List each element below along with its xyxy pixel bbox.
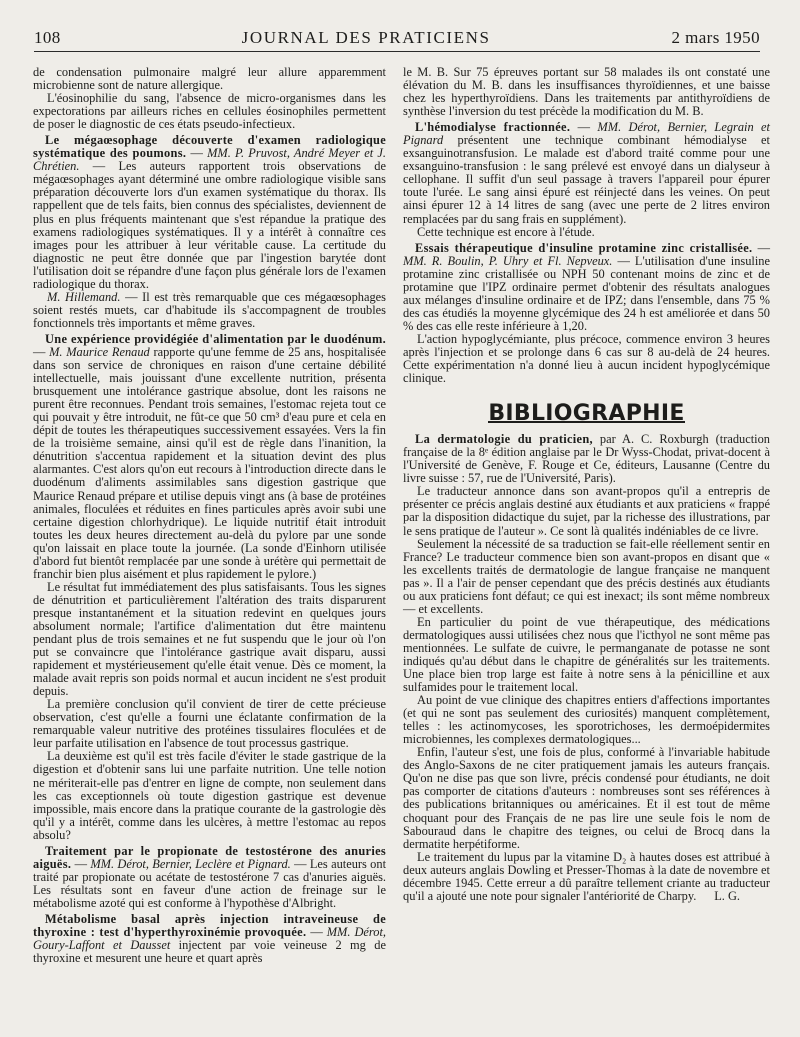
paragraph: L'éosinophilie du sang, l'absence de micro-organismes dans les expectorations par ailleurs riches en cellules éosinophiles permettent de poser le diagnostic de ces états pseudo-infectieux.	[33, 91, 386, 132]
article-testosterone-anuries: Traitement par le propionate de testostérone des anuries aiguës. — MM. Dérot, Bernier, Leclère et Pignard. — Les auteurs ont traité par propionate ou acétate de testostérone 7 cas d'anuries aiguës. Les résultats sont en faveur d'une action de freinage sur le métabolisme azoté qui est conforme à l'hypothèse d'Albright.	[33, 843, 387, 910]
paragraph: le M. B. Sur 75 épreuves portant sur 58 malades ils ont constaté une élévation du M. B. dans les insuffisances thyroïdiennes, et une baisse chez les hyperthyroïdiens. Dans les traitements par antithyroïdiens de synthèse l'inversion du test précède la modification du M. B.	[403, 65, 770, 119]
article-authors: MM. Dérot, Bernier, Legrain et Pignard	[403, 120, 770, 148]
paragraph: La première conclusion qu'il convient de tirer de cette précieuse observation, c'est qu'elle a fourni une éclatante confirmation de la remarquable valeur nutritive des protéines tissulaires floculées et de leur parfaite utilisation en l'absence de tout processus gastrique.	[33, 697, 386, 751]
review-paragraph: Enfin, l'auteur s'est, une fois de plus, conformé à l'invariable habitude des Anglo-Saxons de ne citer pratiquement jamais les auteurs français. Qu'on ne dise pas que son livre, précis condensé pour étudiants, ne doit pas comporter de citations d'auteurs : nombreuses sont ses références à des publications britanniques ou américaines. Et il est tout de même choquant pour des Français de ne pas lire une seule fois le nom de Sabouraud dans le chapitre des teignes, ou celui de Brocq dans la dermatite herpétiforme.	[403, 745, 770, 851]
article-title: Traitement par le propionate de testostérone des anuries aiguës.	[33, 843, 386, 871]
paragraph: Cette technique est encore à l'étude.	[417, 224, 595, 239]
article-hemodialyse: L'hémodialyse fractionnée. — MM. Dérot, Bernier, Legrain et Pignard présentent une technique combinant hémodialyse et exsanguinotransfusion. Le malade est d'abord traité comme pour une exsanguino-transfusion : le sang prélevé est envoyé dans un dialyseur à cellophane. Il suffit d'un seul passage à travers l'appareil pour épurer toute l'urée. Le sang ainsi épuré est réinjecté dans les veines. On peut ainsi épurer 12 à 14 litres de sang (avec une perte de 2 litres environ remplacées par du sang frais en supplément).	[403, 120, 770, 226]
article-title: L'hémodialyse fractionnée.	[415, 120, 571, 135]
article-authors: MM. Dérot, Bernier, Leclère et Pignard.	[90, 856, 291, 871]
review-paragraph: Seulement la nécessité de sa traduction se fait-elle réellement sentir en France? Le traducteur commence bien son avant-propos en disant que « les excellents traités de dermatologie de langue française ne manquent pas ». Il a l'air de penser cependant que des précis destinés aux étudiants ou aux praticiens font défaut; ce qui est inexact; ils sont même nombreux — et excellents.	[403, 536, 770, 616]
review-text: Le traitement du lupus par la vitamine D₂ à hautes doses est attribué à deux auteurs anglais Dowling et Presser-Thomas à la date de novembre et décembre 1945. Cette erreur a dû paraître tellement criante au traducteur qu'il a ajouté une note pour signaler l'antériorité de Charpy.	[403, 849, 770, 903]
article-body: Les auteurs rapportent trois observations de mégaœsophages ayant déterminé une ombre radiologique visible sans préparation découverte lors d'un examen systématique du thorax. Ils rappellent que de tels faits, bien connus des spécialistes, deviennent de plus en plus fréquents maintenant que s'est répandue la pratique des examens radiologiques systématiques. Il y a intérêt à connaître ces images pour les attribuer à leur véritable cause. La certitude du diagnostic ne peut être donnée que par l'ingestion barytée dont l'utilisation doit se répandre d'une façon plus générale lors de l'examen radiologique du thorax.	[33, 159, 386, 291]
right-column	[403, 66, 770, 903]
article-metabolisme-basal: Métabolisme basal après injection intraveineuse de thyroxine : test d'hyperthyroxinémie provoquée. — MM. Dérot, Goury-Laffont et Dausset injectent par voie veineuse 2 mg de thyroxine et mesurent une heure et quart après	[33, 912, 386, 966]
article-alimentation-duodenum: Une expérience providégiée d'alimentation par le duodénum. — M. Maurice Renaud rapporte qu'une femme de 25 ans, hospitalisée dans son service de chroniques en raison d'une certaine débilité intellectuelle, mais jouissant d'une excellente nutrition, présenta brusquement une intolérance gastrique absolue, dont les raisons ne purent être reconnues. Pendant trois semaines, l'estomac rejeta tout ce qui pouvait y être introduit, ne fût-ce que 50 cm³ d'eau pure et cela en dépit de toutes les thérapeutiques successivement essayées. Vers la fin de la troisième semaine, ainsi qu'il est de règle dans l'inanition, la dénutrition s'accentua rapidement et la situation devint des plus alarmantes. C'est alors qu'on eut recours à l'introduction directe dans le duodénum d'aliments assimilables sans digestion gastrique que Maurice Renaud prépare et utilise depuis vingt ans (à base de protéines animales, floculées et réduites en fines particules après avoir subi une certaine digestion chlorhydrique). Le liquide nutritif était introduit toutes les deux heures directement au-delà du pylore par une sonde qu'on laissait en place toute la journée. (La sonde d'Einhorn utilisée d'abord fut bientôt remplacée par une sonde à urétère qui permettait de franchir bien plus aisément et plus rapidement le pylore.)	[33, 331, 386, 581]
discussion-paragraph: M. Hillemand. — Il est très remarquable que ces mégaœsophages soient restés muets, car d'habitude ils s'accompagnent de troubles fonctionnels très importants et même graves.	[33, 289, 386, 330]
paragraph: de condensation pulmonaire malgré leur allure apparemment microbienne sont de nature allergique.	[33, 65, 386, 93]
review-paragraph: Le traducteur annonce dans son avant-propos qu'il a entrepris de présenter ce précis anglais destiné aux étudiants et aux praticiens « frappé par la disposition didactique du sujet, par la richesse des illustrations, par le sens pratique de l'auteur ». Ce sont là qualités indéniables de ce livre.	[403, 484, 770, 538]
article-authors: MM. Dérot, Goury-Laffont et Dausset	[33, 925, 386, 953]
book-reference: par A. C. Roxburgh (traduction française de la 8ᵉ édition anglaise par le Dr Wyss-Chodat, privat-docent à l'Université de Genève, F. Rouge et Ce, éditeurs, Lausanne (Centre du livre suisse : 57, rue de l'Université, Paris).	[403, 432, 770, 486]
book-review-entry	[403, 433, 770, 485]
article-body: rapporte qu'une femme de 25 ans, hospitalisée dans son service de chroniques en raison d'une certaine débilité intellectuelle, mais jouissant d'une excellente nutrition, présenta brusquement une intolérance gastrique absolue, dont les raisons ne purent être reconnues. Pendant trois semaines, l'estomac rejeta tout ce qui pouvait y être introduit, ne fût-ce que 50 cm³ d'eau pure et cela en dépit de toutes les thérapeutiques successivement essayées. Vers la fin de la troisième semaine, ainsi qu'il est de règle dans l'inanition, la dénutrition s'accentua rapidement et la situation devint des plus alarmantes. C'est alors qu'on eut recours à l'introduction directe dans le duodénum d'aliments assimilables sans digestion gastrique que Maurice Renaud prépare et utilise depuis vingt ans (à base de protéines animales, floculées et réduites en fines particules après avoir subi une certaine digestion chlorhydrique). Le liquide nutritif était introduit toutes les deux heures directement au-delà du pylore par une sonde qu'on laissait en place toute la journée. (La sonde d'Einhorn utilisée d'abord fut bientôt remplacée par une sonde à urétère qui permettait de franchir bien plus aisément et plus rapidement le pylore.)	[33, 344, 386, 581]
article-body: présentent une technique combinant hémodialyse et exsanguinotransfusion. Le malade est d'abord traité comme pour une exsanguino-transfusion : le sang prélevé est envoyé dans un dialyseur à cellophane. Il suffit d'un seul passage à travers l'appareil pour épurer toute l'urée. Le sang ainsi épuré est réinjecté dans les veines. On peut ainsi épurer 12 à 14 litres de sang (avec une perte de 2 litres environ remplacées par du sang frais en supplément).	[403, 133, 770, 226]
article-body: Les auteurs ont traité par propionate ou acétate de testostérone 7 cas d'anuries aiguës. Les résultats sont en faveur d'une action de freinage sur le métabolisme azoté qui est conforme à l'hypothèse d'Albright.	[33, 856, 387, 910]
page-number: 108	[34, 28, 61, 47]
article-authors: MM. P. Pruvost, André Meyer et J. Chrétien.	[33, 146, 387, 174]
issue-date: 2 mars 1950	[671, 28, 760, 47]
article-insuline-protamine: Essais thérapeutique d'insuline protamine zinc cristallisée. — MM. R. Boulin, P. Uhry et Fl. Nepveux. — L'utilisation d'une insuline protamine zinc cristallisée ou NPH 50 contenant moins de zinc et de protamine que l'IPZ ordinaire permet d'obtenir des résultats analogues aux mélanges d'insuline ordinaire et de IPZ; dans l'ensemble, dans 75 % des cas étudiés la moyenne glycémique des 24 h est améliorée et dans 50 % des cas elle reste inférieure à 1,20.	[403, 240, 771, 333]
paragraph: Le résultat fut immédiatement des plus satisfaisants. Tous les signes de dénutrition et particulièrement l'altération des traits disparurent presque instantanément et la situation redevint en quelques jours absolument normale; l'artifice d'alimentation dut être maintenu pendant plus de trois semaines et ne fut suspendu que le jour où l'on put se convaincre que l'intolérance gastrique avait disparu, aussi rapidement et mystérieusement qu'elle était venue. Dès ce moment, la malade avait repris son poids normal et aucun incident ne s'est produit depuis.	[33, 579, 386, 699]
paragraph: La deuxième est qu'il est très facile d'éviter le stade gastrique de la digestion et d'obtenir sans lui une parfaite nutrition. Une telle notion ne mériterait-elle pas d'entrer en ligne de compte, non seulement dans les cas exceptionnels où toute digestion gastrique est devenue impossible, mais encore dans la pratique courante de la gastrologie dès qu'il y a intérêt, comme dans les ulcères, à mettre l'estomac au repos absolu?	[33, 749, 386, 842]
article-body: L'utilisation d'une insuline protamine zinc cristallisée ou NPH 50 contenant moins de zinc et de protamine que l'IPZ ordinaire permet d'obtenir des résultats analogues aux mélanges d'insuline ordinaire et de IPZ; dans l'ensemble, dans 75 % des cas étudiés la moyenne glycémique des 24 h est améliorée et dans 50 % des cas elle reste inférieure à 1,20.	[403, 253, 770, 333]
article-title: Essais thérapeutique d'insuline protamine zinc cristallisée.	[415, 240, 753, 255]
paragraph: L'action hypoglycémiante, plus précoce, commence environ 3 heures après l'injection et se prolonge dans 6 cas sur 8 au-delà de 24 heures. Cette expérimentation n'a donné lieu à aucun incident hypoglycémique clinique.	[403, 331, 770, 386]
article-title: Une expérience providégiée d'alimentation par le duodénum.	[45, 331, 386, 346]
article-title: Le mégaœsophage découverte d'examen radiologique systématique des poumons.	[33, 133, 386, 161]
journal-title: JOURNAL DES PRATICIENS	[241, 28, 491, 47]
article-authors: MM. R. Boulin, P. Uhry et Fl. Nepveux.	[403, 253, 613, 268]
review-paragraph	[403, 851, 770, 903]
bibliography-heading-wrap	[403, 401, 770, 427]
article-title: Métabolisme basal après injection intraveineuse de thyroxine : test d'hyperthyroxinémie provoquée.	[33, 912, 386, 940]
article-body: injectent par voie veineuse 2 mg de thyroxine et mesurent une heure et quart après	[33, 938, 386, 966]
book-title: La dermatologie du praticien,	[415, 432, 593, 447]
discussant-name: M. Hillemand.	[47, 289, 121, 304]
article-authors: M. Maurice Renaud	[49, 344, 150, 359]
review-signature: L. G.	[714, 888, 740, 903]
article-megaoesophage: Le mégaœsophage découverte d'examen radiologique systématique des poumons. — MM. P. Pruvost, André Meyer et J. Chrétien. — Les auteurs rapportent trois observations de mégaœsophages ayant déterminé une ombre radiologique visible sans préparation découverte lors d'un examen systématique du thorax. Ils rappellent que de tels faits, bien connus des spécialistes, deviennent de plus en plus fréquents maintenant que s'est répandue la pratique des examens radiologiques systématiques. Il y a intérêt à connaître ces images pour les attribuer à leur véritable cause. La certitude du diagnostic ne peut être donnée que par l'ingestion barytée dont l'utilisation doit se répandre d'une façon plus générale lors de l'examen radiologique du thorax.	[33, 133, 387, 291]
left-column	[33, 66, 386, 965]
review-paragraph: En particulier du point de vue thérapeutique, des médications dermatologiques aussi utilisées chez nous que l'icthyol ne sont même pas mentionnées. Le sulfate de cuivre, le permanganate de potasse ne sont indiqués qu'au début dans le chapitre de généralités sur les traitements. Une place bien trop large est faite à notre sens à la pénicilline et aux sulfamides pour le traitement local.	[403, 614, 770, 695]
page-header	[34, 22, 760, 52]
discussion-body: Il est très remarquable que ces mégaœsophages soient restés muets, car d'habitude ils s'accompagnent de troubles fonctionnels très importants et même graves.	[33, 289, 386, 330]
bibliography-heading: BIBLIOGRAPHIE	[488, 401, 685, 427]
review-paragraph: Au point de vue clinique des chapitres entiers d'affections importantes (et qui ne sont pas seulement des curiosités) manquent complètement, telles : les actinomycoses, les sporotrichoses, les dermoépidermites microbiennes, les complexes dermatologiques...	[403, 693, 770, 747]
